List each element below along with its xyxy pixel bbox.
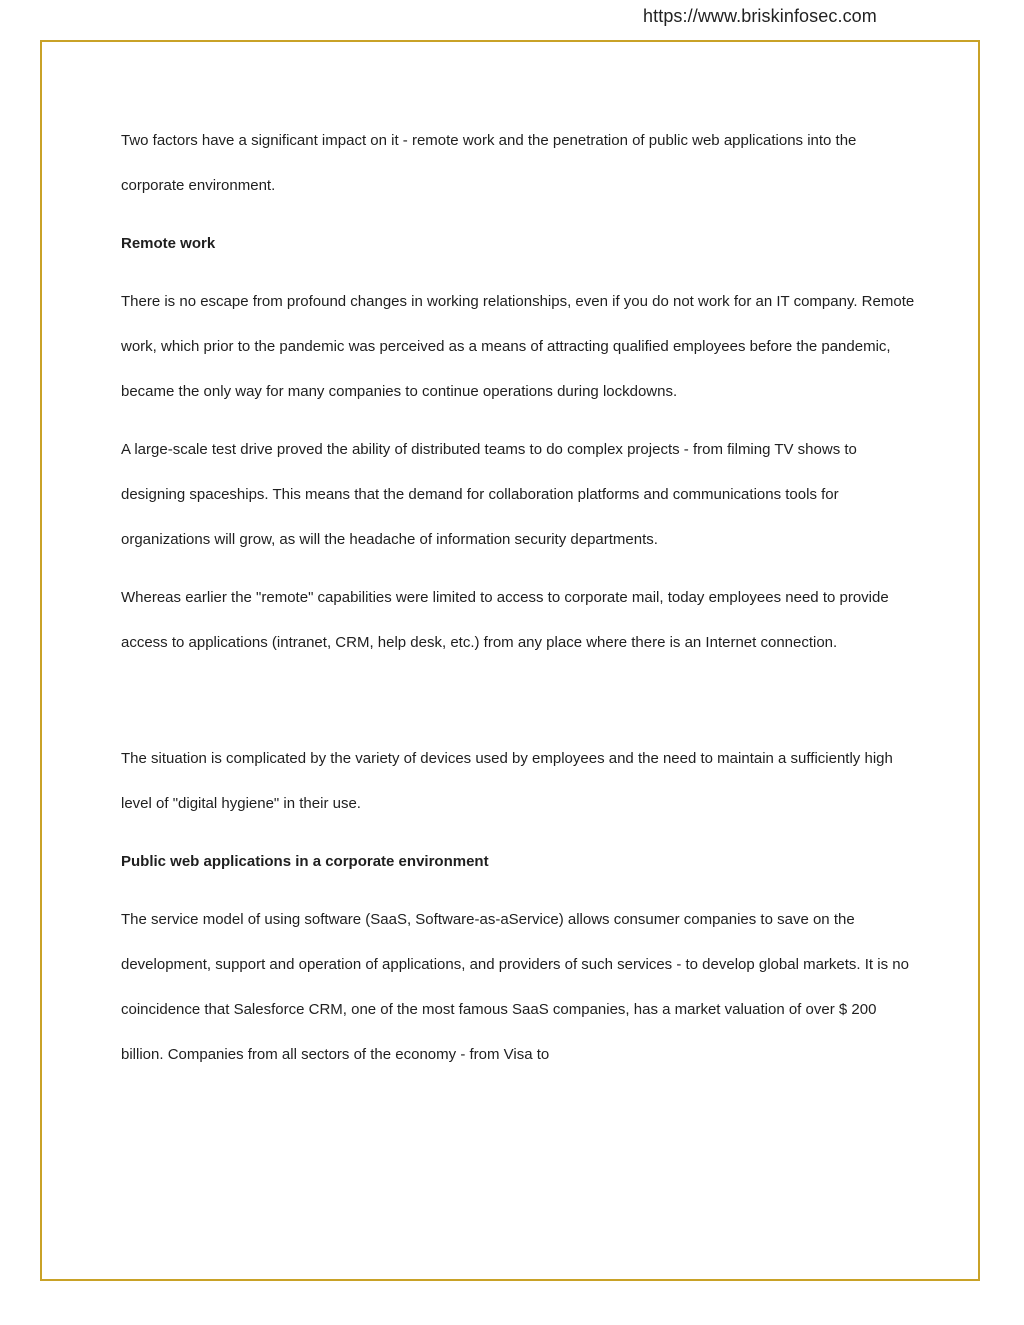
paragraph-intro: Two factors have a significant impact on it - remote work and the penetration of public web applications into the corporate environment.: [121, 132, 857, 194]
section-spacer: [121, 678, 921, 736]
document-body: [121, 118, 921, 1090]
heading-public-web-apps: Public web applications in a corporate environment: [121, 853, 489, 870]
header-url[interactable]: https://www.briskinfosec.com: [643, 6, 877, 26]
paragraph-remote-capabilities: Whereas earlier the "remote" capabilities were limited to access to corporate mail, today employees need to provide access to applications (intranet, CRM, help desk, etc.) from any place where there is an Internet connection.: [121, 589, 889, 651]
heading-remote-work: Remote work: [121, 235, 216, 252]
paragraph-remote-changes: There is no escape from profound changes in working relationships, even if you do not work for an IT company. Remote work, which prior to the pandemic was perceived as a means of attracting qualified employees before the pandemic, became the only way for many companies to continue operations during lockdowns.: [121, 293, 915, 400]
paragraph-test-drive: A large-scale test drive proved the ability of distributed teams to do complex projects - from filming TV shows to designing spaceships. This means that the demand for collaboration platforms and communications tools for organizations will grow, as will the headache of information security departments.: [121, 441, 857, 548]
paragraph-saas: The service model of using software (SaaS, Software-as-aService) allows consumer companies to save on the development, support and operation of applications, and providers of such services - to develop global markets. It is no coincidence that Salesforce CRM, one of the most famous SaaS companies, has a market valuation of over $ 200 billion. Companies from all sectors of the economy - from Visa to: [121, 911, 909, 1063]
paragraph-devices: The situation is complicated by the variety of devices used by employees and the need to maintain a sufficiently high level of "digital hygiene" in their use.: [121, 750, 893, 812]
